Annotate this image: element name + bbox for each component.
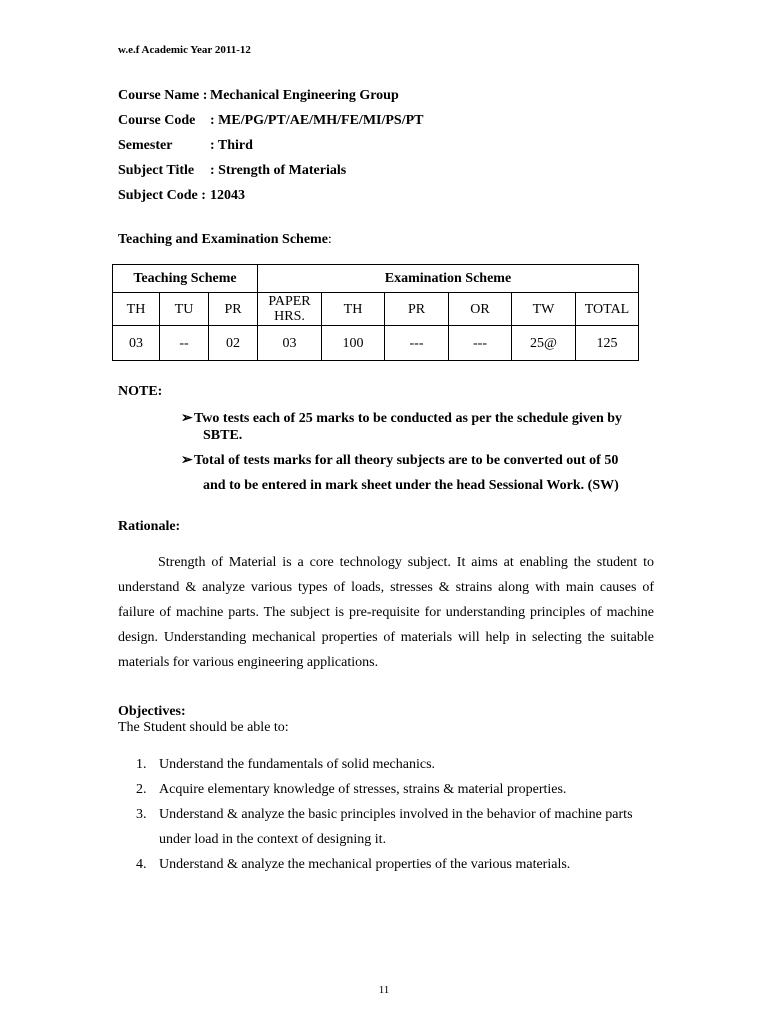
arrow-bullet-icon: ➢ (181, 453, 193, 468)
scheme-table (112, 264, 639, 361)
subject-code-value: 12043 (210, 188, 245, 203)
list-item-text: Understand & analyze the basic principles involved in the behavior of machine parts under load in the context of designing it. (159, 807, 633, 847)
subject-title-value: : Strength of Materials (210, 163, 347, 178)
table-cell: --- (449, 326, 512, 361)
list-item (136, 852, 656, 877)
note-item (181, 410, 641, 444)
list-item (136, 752, 656, 777)
academic-year-header: w.e.f Academic Year 2011-12 (118, 44, 251, 56)
column-header: OR (449, 293, 512, 326)
note-item-text: Two tests each of 25 marks to be conducted as per the schedule given by (194, 411, 623, 426)
column-header: PAPER HRS. (258, 293, 322, 326)
note-item-continuation: SBTE. (203, 428, 243, 443)
column-header: TH (322, 293, 385, 326)
column-header: TW (512, 293, 576, 326)
rationale-title: Rationale: (118, 519, 181, 534)
table-cell: -- (160, 326, 209, 361)
scheme-column-header-row (113, 293, 639, 326)
list-item-text: Acquire elementary knowledge of stresses, strains & material properties. (159, 782, 567, 797)
subject-code-label: Subject Code : (118, 188, 206, 203)
teaching-scheme-header: Teaching Scheme (113, 265, 258, 293)
scheme-heading-text: Teaching and Examination Scheme (118, 232, 328, 247)
course-name-value: Mechanical Engineering Group (210, 88, 399, 103)
course-code-label: Course Code (118, 113, 196, 128)
scheme-heading-colon: : (327, 232, 332, 247)
list-item-number: 4. (136, 857, 147, 872)
scheme-group-header-row (113, 265, 639, 293)
arrow-bullet-icon: ➢ (181, 411, 193, 426)
list-item (136, 802, 656, 852)
course-code-value: : ME/PG/PT/AE/MH/FE/MI/PS/PT (210, 113, 424, 128)
objectives-title: Objectives: (118, 704, 186, 719)
list-item-number: 3. (136, 807, 147, 822)
column-header: TOTAL (576, 293, 639, 326)
course-name-label: Course Name : (118, 88, 208, 103)
table-cell: 02 (209, 326, 258, 361)
table-cell: 25@ (512, 326, 576, 361)
table-cell: --- (385, 326, 449, 361)
rationale-paragraph: Strength of Material is a core technology subject. It aims at enabling the student to understand & analyze various types of loads, stresses & strains along with main causes of failure of machine parts. The subject is pre-requisite for understanding principles of machine design. Understanding mechanical properties of materials will help in selecting the suitable materials for various engineering applications. (118, 555, 654, 670)
note-title: NOTE: (118, 384, 163, 399)
objectives-list (136, 752, 656, 877)
table-cell: 100 (322, 326, 385, 361)
list-item-text: Understand the fundamentals of solid mechanics. (159, 757, 436, 772)
note-item-continuation: and to be entered in mark sheet under the head Sessional Work. (SW) (203, 478, 619, 493)
list-item-number: 1. (136, 757, 147, 772)
note-list (181, 410, 641, 502)
page-number: 11 (378, 984, 390, 996)
list-item-text: Understand & analyze the mechanical properties of the various materials. (159, 857, 571, 872)
column-header: PR (385, 293, 449, 326)
scheme-heading (118, 230, 332, 250)
subject-title-label: Subject Title (118, 163, 195, 178)
scheme-values-row (113, 326, 639, 361)
list-item-number: 2. (136, 782, 147, 797)
column-header: TU (160, 293, 209, 326)
table-cell: 125 (576, 326, 639, 361)
list-item (136, 777, 656, 802)
table-cell: 03 (113, 326, 160, 361)
objectives-intro: The Student should be able to: (118, 720, 289, 735)
table-cell: 03 (258, 326, 322, 361)
column-header: PR (209, 293, 258, 326)
semester-value: : Third (210, 138, 253, 153)
semester-label: Semester (118, 138, 173, 153)
note-item (181, 452, 641, 494)
column-header: TH (113, 293, 160, 326)
examination-scheme-header: Examination Scheme (258, 265, 639, 293)
note-item-text: Total of tests marks for all theory subjects are to be converted out of 50 (194, 453, 619, 468)
